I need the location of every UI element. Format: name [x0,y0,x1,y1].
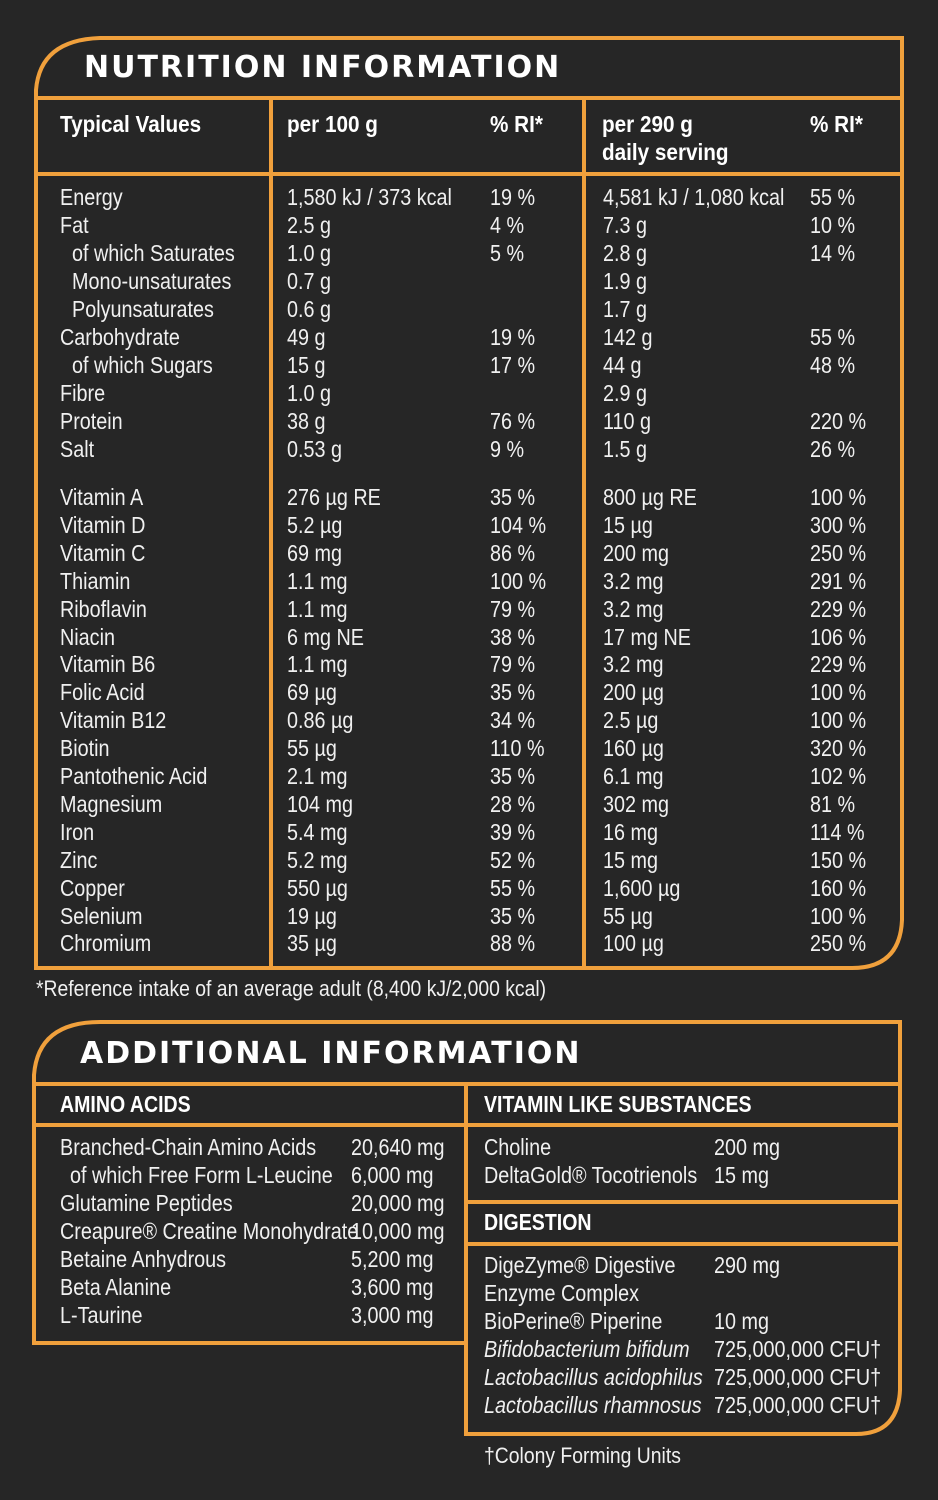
nutrient-ri290: 14 % [810,240,856,266]
header-per-100g: per 100 g [287,111,378,137]
vitamin-ri290: 320 % [810,735,867,762]
nutrition-title: NUTRITION INFORMATION [84,50,562,85]
vitamin-ri290: 100 % [810,679,867,706]
amino-header-divider [34,1123,902,1127]
vitamin-name: Folic Acid [60,679,145,706]
vitamin-ri100: 100 % [490,567,547,594]
nutrient-p290: 1.9 g [603,268,647,294]
nutrient-name: Protein [60,408,123,434]
vitamin-name: Niacin [60,623,115,650]
nutrient-p100: 38 g [287,408,326,434]
nutrient-p290: 1.7 g [603,296,647,322]
header-daily-serving: daily serving [602,139,729,165]
vitamin-ri100: 35 % [490,902,536,929]
vitamin-ri100: 79 % [490,651,536,678]
nutrient-p100: 49 g [287,324,326,350]
nutrient-ri100: 76 % [490,408,536,434]
vitamin-ri100: 28 % [490,790,536,817]
digestion-value: 10 mg [714,1308,769,1334]
nutrient-p290: 110 g [603,408,652,434]
vitamin-p290: 55 µg [603,902,653,929]
nutrient-p290: 2.8 g [603,240,647,266]
vitamin-p100: 6 mg NE [287,623,364,650]
vitamin-name: Iron [60,818,95,845]
nutrient-p100: 15 g [287,352,326,378]
amino-name: Betaine Anhydrous [60,1246,227,1272]
vitamin-p100: 104 mg [287,790,353,817]
amino-bottom-border [34,1341,468,1345]
vitamin-ri290: 229 % [810,651,867,678]
vitamin-name: Selenium [60,902,143,929]
nutrition-title-divider [36,96,902,100]
vitamin-p290: 15 µg [603,511,653,538]
vitamin-ri290: 100 % [810,902,867,929]
vitamin-p100: 1.1 mg [287,567,348,594]
digestion-value: 290 mg [714,1252,780,1278]
nutrient-p100: 2.5 g [287,212,331,238]
vitamin-p290: 160 µg [603,735,664,762]
vls-name: Choline [484,1134,552,1160]
vitamin-p290: 800 µg RE [603,484,697,510]
vitamin-p290: 2.5 µg [603,707,659,734]
amino-name: Beta Alanine [60,1274,172,1300]
vitamin-ri100: 88 % [490,930,536,957]
nutrient-p290: 4,581 kJ / 1,080 kcal [603,184,785,210]
vls-value: 15 mg [714,1162,769,1188]
nutrient-ri290: 48 % [810,352,856,378]
vitamin-p290: 1,600 µg [603,874,681,901]
vitamin-ri100: 35 % [490,484,536,510]
nutrition-col-divider-2 [582,98,586,968]
vitamin-ri290: 114 % [810,818,865,845]
vitamin-like-heading: VITAMIN LIKE SUBSTANCES [484,1091,752,1117]
vitamin-ri290: 150 % [810,846,867,873]
nutrient-name: of which Sugars [72,352,213,378]
vitamin-ri100: 39 % [490,818,536,845]
vitamin-p290: 200 µg [603,679,664,706]
vitamin-ri100: 86 % [490,539,536,566]
nutrient-name: of which Saturates [72,240,235,266]
header-typical-values: Typical Values [60,111,202,137]
vitamin-ri100: 110 % [490,735,545,762]
vitamin-p100: 1.1 mg [287,595,348,622]
header-ri-100g: % RI* [490,111,543,137]
vls-value: 200 mg [714,1134,780,1160]
vitamin-p100: 69 mg [287,539,342,566]
vitamin-name: Copper [60,874,125,901]
header-per-290g: per 290 g [602,111,693,137]
vitamin-name: Zinc [60,846,98,873]
vitamin-ri100: 34 % [490,707,536,734]
vitamin-p100: 69 µg [287,679,337,706]
nutrient-ri100: 17 % [490,352,536,378]
vitamin-ri100: 35 % [490,679,536,706]
digestion-name: DigeZyme® Digestive [484,1252,676,1278]
vitamin-name: Pantothenic Acid [60,763,208,789]
nutrient-p290: 2.9 g [603,380,647,406]
vitamin-name: Vitamin B12 [60,707,167,734]
vitamin-p290: 3.2 mg [603,567,664,594]
vitamin-p100: 0.86 µg [287,707,354,734]
vitamin-p290: 16 mg [603,818,658,845]
nutrition-header-divider [36,172,902,176]
nutrient-p100: 1.0 g [287,380,331,406]
vitamin-p290: 200 mg [603,539,669,566]
vitamin-ri290: 81 % [810,790,856,817]
digestion-name: BioPerine® Piperine [484,1308,663,1334]
nutrient-p100: 0.53 g [287,436,342,462]
vitamin-ri100: 79 % [490,595,536,622]
vitamin-ri290: 100 % [810,484,867,510]
amino-acids-heading: AMINO ACIDS [60,1091,191,1117]
nutrient-ri290: 26 % [810,436,856,462]
amino-value: 20,640 mg [351,1134,445,1160]
vitamin-ri290: 100 % [810,707,867,734]
vitamin-name: Vitamin D [60,511,146,538]
digestion-value: 725,000,000 CFU† [714,1336,882,1362]
amino-name: Creapure® Creatine Monohydrate [60,1218,359,1244]
vitamin-ri290: 250 % [810,539,867,566]
vitamin-ri290: 102 % [810,763,867,789]
nutrient-name: Carbohydrate [60,324,180,350]
digestion-value: 725,000,000 CFU† [714,1392,882,1418]
vitamin-p100: 55 µg [287,735,337,762]
nutrient-ri100: 9 % [490,436,525,462]
additional-title-divider [34,1082,902,1086]
nutrient-ri290: 220 % [810,408,867,434]
digestion-value: 725,000,000 CFU† [714,1364,882,1390]
vitamin-name: Vitamin B6 [60,651,156,678]
vitamin-p100: 1.1 mg [287,651,348,678]
vitamin-ri290: 106 % [810,623,867,650]
nutrient-ri290: 55 % [810,184,856,210]
vitamin-ri290: 229 % [810,595,867,622]
vitamin-p290: 302 mg [603,790,669,817]
vitamin-p290: 17 mg NE [603,623,691,650]
vitamin-name: Magnesium [60,790,163,817]
amino-value: 20,000 mg [351,1190,445,1216]
amino-name: of which Free Form L-Leucine [70,1162,333,1188]
nutrient-ri290: 10 % [810,212,856,238]
digestion-heading: DIGESTION [484,1209,592,1235]
digestion-header-divider [466,1242,902,1246]
nutrient-ri290: 55 % [810,324,856,350]
amino-value: 10,000 mg [351,1218,445,1244]
nutrient-p290: 142 g [603,324,653,350]
nutrient-p100: 0.7 g [287,268,331,294]
amino-value: 3,000 mg [351,1302,434,1328]
vitamin-name: Vitamin A [60,484,144,510]
vitamin-name: Biotin [60,735,110,762]
vitamin-p100: 276 µg RE [287,484,381,510]
vitamin-p290: 100 µg [603,930,664,957]
vitamin-ri100: 35 % [490,763,536,789]
vitamin-p290: 6.1 mg [603,763,664,789]
nutrient-name: Polyunsaturates [72,296,214,322]
vitamin-p290: 15 mg [603,846,658,873]
vitamin-p290: 3.2 mg [603,651,664,678]
cfu-footnote: †Colony Forming Units [484,1443,681,1468]
additional-title: ADDITIONAL INFORMATION [80,1036,582,1071]
nutrient-ri100: 19 % [490,324,536,350]
nutrient-name: Mono-unsaturates [72,268,232,294]
vitamin-ri100: 52 % [490,846,536,873]
header-ri-290g: % RI* [810,111,863,137]
vitamin-p100: 2.1 mg [287,763,348,789]
nutrient-name: Fibre [60,380,106,406]
vitamin-name: Thiamin [60,567,131,594]
nutrition-col-divider-1 [269,98,273,968]
vitamin-p290: 3.2 mg [603,595,664,622]
vitamin-ri290: 250 % [810,930,867,957]
vitamin-name: Riboflavin [60,595,147,622]
nutrient-ri100: 4 % [490,212,525,238]
digestion-name: Enzyme Complex [484,1280,640,1306]
vitamin-name: Vitamin C [60,539,146,566]
vitamin-p100: 550 µg [287,874,348,901]
amino-name: Glutamine Peptides [60,1190,233,1216]
digestion-name: Bifidobacterium bifidum [484,1336,690,1362]
amino-name: L-Taurine [60,1302,143,1328]
vitamin-p100: 5.4 mg [287,818,348,845]
vitamin-p100: 5.2 mg [287,846,348,873]
nutrient-name: Fat [60,212,89,238]
digestion-name: Lactobacillus rhamnosus [484,1392,702,1418]
nutrient-p100: 0.6 g [287,296,331,322]
vitamin-ri100: 104 % [490,511,547,538]
vitamin-p100: 35 µg [287,930,337,957]
nutrient-p100: 1,580 kJ / 373 kcal [287,184,452,210]
vls-name: DeltaGold® Tocotrienols [484,1162,698,1188]
vitamin-ri290: 300 % [810,511,867,538]
nutrition-footnote: *Reference intake of an average adult (8,400 kJ/2,000 kcal) [36,976,547,1001]
nutrient-p290: 44 g [603,352,642,378]
nutrient-ri100: 19 % [490,184,536,210]
nutrient-p290: 1.5 g [603,436,647,462]
nutrient-name: Energy [60,184,123,210]
vitamin-p100: 19 µg [287,902,337,929]
amino-value: 3,600 mg [351,1274,434,1300]
nutrient-p290: 7.3 g [603,212,647,238]
amino-value: 5,200 mg [351,1246,434,1272]
vitamin-ri290: 160 % [810,874,867,901]
vitamin-ri290: 291 % [810,567,867,594]
vitamin-p100: 5.2 µg [287,511,343,538]
vitamin-ri100: 55 % [490,874,536,901]
amino-value: 6,000 mg [351,1162,434,1188]
vitamin-ri100: 38 % [490,623,536,650]
digestion-name: Lactobacillus acidophilus [484,1364,703,1390]
nutrient-p100: 1.0 g [287,240,331,266]
vitamin-name: Chromium [60,930,152,957]
nutrient-ri100: 5 % [490,240,525,266]
nutrient-name: Salt [60,436,95,462]
amino-name: Branched-Chain Amino Acids [60,1134,317,1160]
digestion-top-divider [466,1200,902,1204]
